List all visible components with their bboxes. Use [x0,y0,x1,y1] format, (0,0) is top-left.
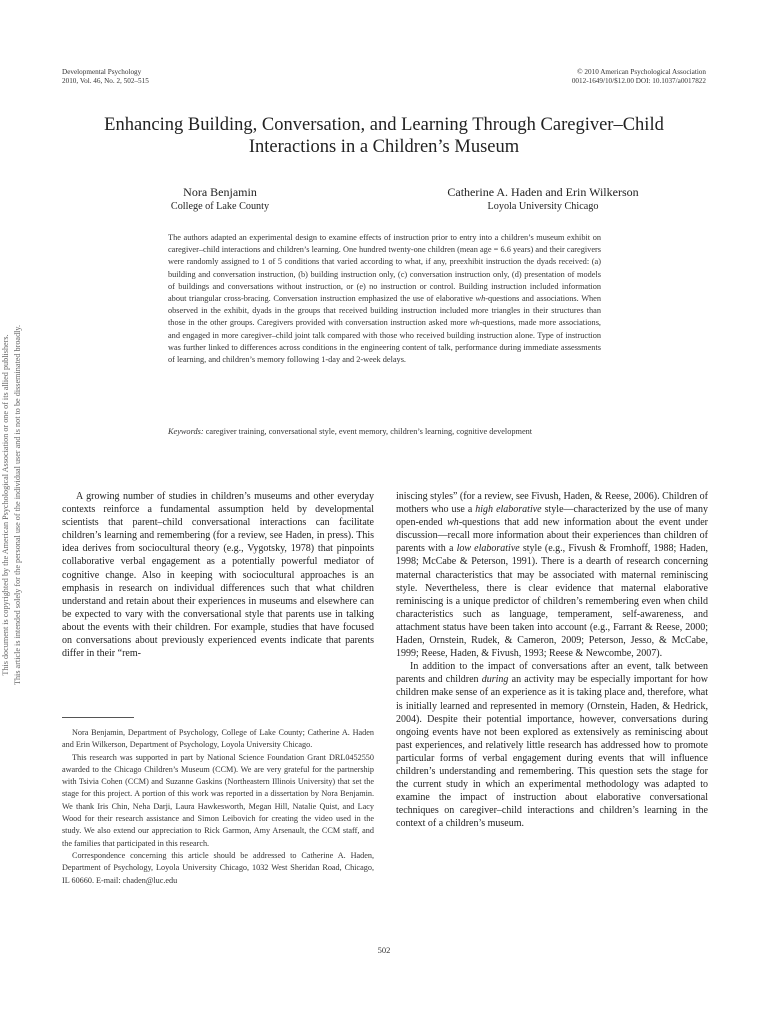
title-line1: Enhancing Building, Conversation, and Learning Through Caregiver–Child [104,115,664,135]
side-notice-line1: This document is copyrighted by the American Psychological Association or one of its allied publishers. [1,334,10,676]
emphasis: wh [447,517,459,529]
abstract-text: -questions and associations. When observed in the exhibit, dyads in the groups that received building instruction included more triangles in their structures than those in the other groups. Caregivers provided with conversation instruction asked more [168,294,601,328]
body-paragraph: A growing number of studies in children’s museums and other everyday contexts reinforce a fundamental assumption held by developmental scientists that parent–child conversational interactions can facilitate children’s learning and remembering (for a review, see Haden, in press). This idea derives from sociocultural theory (e.g., Vygotsky, 1978) that pinpoints collaborative verbal engagement as a potentially powerful mediator of cognitive change. Also in keeping with sociocultural approaches is an emphasis in research on individual differences such that what children understand and retain about their experiences in museums and elsewhere can be expected to vary with the conversational style that parents use in talking about the events with their children. For example, studies that have focused on conversations about previously experienced events indicate that parents differ in their “rem- [62,491,374,660]
title-line2: Interactions in a Children’s Museum [248,137,520,157]
text-run: style—characterized by the use of many open-ended [396,504,708,529]
journal-header [62,68,149,86]
text-run: iniscing styles” (for a review, see Fivush, Haden, & Reese, 2006). Children of mothers who use a [396,491,708,516]
footnote-divider [62,717,134,718]
keywords [168,426,601,438]
text-run: an activity may be especially important for how children make sense of an experience as it is taking place and, therefore, what is initially learned and represented in memory (Ornstein, Haden, & Hedrick, 2004). Despite their potential importance, however, conversations during ongoing events have not been explored as extensively as reminiscing about past experiences, and relatively little research has addressed how to promote particular forms of verbal engagement during events that will influence children’s understanding and remembering. This question sets the stage for the current study in which an experimental methodology was adapted to examine the impact of instruction about elaborative conversational techniques on caregiver–child interactions and children’s learning in the context of a children’s museum. [396,674,708,830]
side-copyright-notice [0,270,36,740]
body-column-right [396,490,708,830]
text-run: In addition to the impact of conversations after an event, talk between parents and children [396,661,708,686]
article-title [70,114,698,158]
abstract-text: The authors adapted an experimental design to examine effects of instruction prior to entry into a children’s museum exhibit on caregiver–child interactions and children’s learning. One hundred twenty-one children (mean age = 6.6 years) and their caregivers were randomly assigned to 1 of 5 conditions that varied according to what, if any, preexhibit instruction the dyads received: (a) building and conversation instruction, (b) building instruction only, (c) conversation instruction only, (d) presentation of models of buildings and conversations without instruction, or (e) no instruction or control. Building instruction included information about triangular cross-bracing. Conversation instruction emphasized the use of elaborative [168,233,601,304]
author-affiliation: College of Lake County [170,201,270,212]
abstract-wh: wh [475,294,486,304]
text-run: style (e.g., Fivush & Fromhoff, 1988; Haden, 1998; McCabe & Peterson, 1991). There is a dearth of research concerning maternal characteristics that may be associated with maternal reminiscing style. Nevertheless, there is clear evidence that maternal elaborative reminiscing is a unique predictor of children’s remembering even when child characteristics such as language, temperament, self-awareness, and attachment status have been taken into account (e.g., Farrant & Reese, 2000; Haden, Ornstein, Rudek, & Cameron, 2009; Peterson, Jesso, & McCabe, 1999; Reese, Haden, & Fivush, 1993; Reese & Newcombe, 2007). [396,543,708,660]
body-column-left [62,490,374,660]
emphasis: during [481,674,509,686]
author-note [62,727,374,887]
author-block-1 [140,185,300,213]
side-notice-line2: This article is intended solely for the personal use of the individual user and is not to be disseminated broadly. [13,324,22,686]
page-number: 502 [377,945,391,955]
keywords-label: Keywords: [168,427,204,436]
abstract [168,232,601,366]
footnote-acknowledgments: This research was supported in part by National Science Foundation Grant DRL0452550 awarded to the Chicago Children’s Museum (CCM). We are very grateful for the partnership with Tsivia Cohen (CCM) and Suzanne Gaskins (Northeastern Illinois University) that set the stage for this project. A portion of this work was reported in a dissertation by Nora Benjamin. We thank Iris Chin, Neha Darji, Laura Hawkesworth, Megan Hill, Natalie Quist, and Lacy Wood for their research assistance and Simon Leibovich for creating the video used in the study. We also extend our appreciation to Rick Garmon, Amy Arsenault, the CCM staff, and the families that participated in this research. [62,752,374,848]
author-affiliation: Loyola University Chicago [487,201,599,212]
doi-line: 0012-1649/10/$12.00 DOI: 10.1037/a0017822 [571,77,706,85]
author-name: Nora Benjamin [183,185,257,199]
abstract-text: -questions, made more associations, and engaged in more caregiver–child joint talk compared with those who received building instruction alone. Type of instruction was further linked to differences across conditions in the engineering content of talk, performance during immediate assessments of learning, and children’s memory following 1-day and 2-week delays. [168,318,602,365]
author-name: Catherine A. Haden and Erin Wilkerson [447,185,639,199]
text-run: -questions that add new information about the event under discussion—recall more information about their experiences than children of parents with a [396,517,708,555]
emphasis: low elaborative [456,543,520,555]
body-paragraph [396,490,708,660]
footnote-correspondence: Correspondence concerning this article should be addressed to Catherine A. Haden, Department of Psychology, Loyola University Chicago, 1032 West Sheridan Road, Chicago, IL 60660. E-mail: chaden@luc.edu [62,850,374,885]
journal-name: Developmental Psychology [62,68,142,76]
keywords-list: caregiver training, conversational style, event memory, children’s learning, cognitive development [203,427,533,436]
abstract-wh: wh [469,318,480,328]
author-block-2 [418,185,668,213]
copyright-notice: © 2010 American Psychological Association [577,68,706,76]
copyright-header [572,68,706,86]
body-paragraph [396,660,708,830]
footnote-affiliations: Nora Benjamin, Department of Psychology, College of Lake County; Catherine A. Haden and Erin Wilkerson, Department of Psychology, Loyola University Chicago. [62,728,374,750]
journal-volume: 2010, Vol. 46, No. 2, 502–515 [62,77,149,85]
emphasis: high elaborative [475,504,542,516]
